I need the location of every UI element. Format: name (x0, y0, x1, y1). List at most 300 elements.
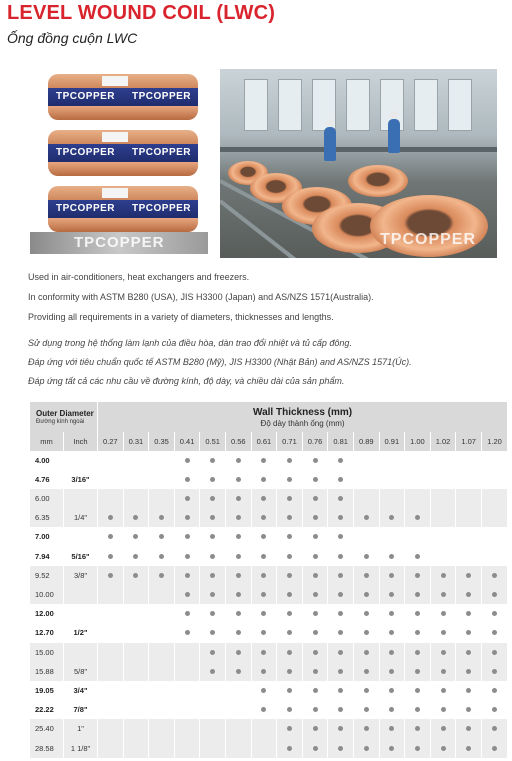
availability-cell (200, 470, 226, 489)
availability-dot-icon (236, 669, 241, 674)
diameter-mm-cell: 7.94 (30, 547, 64, 566)
availability-cell (481, 719, 507, 738)
availability-dot-icon (415, 746, 420, 751)
availability-cell (302, 527, 328, 546)
availability-dot-icon (287, 726, 292, 731)
availability-dot-icon (466, 669, 471, 674)
availability-dot-icon (287, 707, 292, 712)
table-row (30, 489, 508, 508)
availability-cell (353, 508, 379, 527)
availability-cell (405, 566, 431, 585)
availability-dot-icon (492, 650, 497, 655)
availability-dot-icon (389, 746, 394, 751)
availability-cell (456, 566, 482, 585)
thickness-header-cell: 0.27 (98, 432, 124, 450)
diameter-mm-cell: 15.00 (30, 643, 64, 662)
availability-dot-icon (389, 650, 394, 655)
availability-cell (123, 739, 149, 758)
availability-dot-icon (313, 746, 318, 751)
availability-cell (200, 604, 226, 623)
availability-dot-icon (159, 534, 164, 539)
availability-dot-icon (415, 688, 420, 693)
availability-cell (225, 604, 251, 623)
availability-cell (405, 700, 431, 719)
spool-brand-right: TPCOPPER (132, 91, 192, 102)
availability-cell (379, 451, 405, 470)
availability-cell (251, 508, 277, 527)
availability-cell (481, 489, 507, 508)
availability-cell (149, 585, 175, 604)
availability-cell (379, 604, 405, 623)
diameter-mm-cell: 6.35 (30, 508, 64, 527)
availability-cell (353, 470, 379, 489)
thickness-header-cell: 0.56 (225, 432, 251, 450)
availability-dot-icon (313, 688, 318, 693)
thickness-header-cell: 0.76 (302, 432, 328, 450)
availability-dot-icon (313, 573, 318, 578)
availability-cell (251, 700, 277, 719)
availability-cell (149, 719, 175, 738)
factory-window (448, 79, 472, 131)
availability-cell (277, 527, 303, 546)
availability-dot-icon (133, 515, 138, 520)
availability-dot-icon (415, 726, 420, 731)
availability-dot-icon (466, 592, 471, 597)
availability-cell (328, 700, 354, 719)
factory-worker (324, 127, 336, 161)
availability-cell (225, 585, 251, 604)
spool-band (48, 144, 198, 162)
table-row (30, 508, 508, 527)
availability-dot-icon (389, 611, 394, 616)
availability-dot-icon (313, 477, 318, 482)
availability-cell (174, 623, 200, 642)
availability-cell (302, 739, 328, 758)
availability-dot-icon (338, 630, 343, 635)
availability-dot-icon (492, 726, 497, 731)
availability-cell (456, 489, 482, 508)
availability-cell (302, 489, 328, 508)
availability-cell (123, 604, 149, 623)
availability-dot-icon (236, 611, 241, 616)
availability-dot-icon (287, 669, 292, 674)
availability-dot-icon (287, 650, 292, 655)
availability-dot-icon (415, 650, 420, 655)
availability-cell (225, 547, 251, 566)
availability-cell (174, 489, 200, 508)
availability-cell (277, 508, 303, 527)
diameter-inch-cell: 1" (64, 719, 98, 738)
availability-cell (379, 547, 405, 566)
availability-dot-icon (441, 592, 446, 597)
availability-cell (328, 604, 354, 623)
availability-dot-icon (441, 726, 446, 731)
availability-dot-icon (159, 573, 164, 578)
availability-dot-icon (210, 477, 215, 482)
availability-dot-icon (236, 515, 241, 520)
availability-cell (430, 585, 456, 604)
availability-dot-icon (492, 573, 497, 578)
availability-cell (456, 643, 482, 662)
factory-photo (220, 69, 497, 258)
availability-cell (225, 662, 251, 681)
availability-dot-icon (159, 554, 164, 559)
availability-dot-icon (313, 534, 318, 539)
availability-cell (251, 643, 277, 662)
factory-window (414, 79, 438, 131)
availability-dot-icon (364, 554, 369, 559)
availability-cell (353, 700, 379, 719)
availability-cell (251, 662, 277, 681)
availability-dot-icon (313, 496, 318, 501)
availability-cell (200, 700, 226, 719)
diameter-mm-cell: 25.40 (30, 719, 64, 738)
availability-dot-icon (236, 592, 241, 597)
availability-cell (328, 489, 354, 508)
availability-cell (200, 451, 226, 470)
diameter-inch-cell: 1/4" (64, 508, 98, 527)
availability-dot-icon (415, 630, 420, 635)
availability-dot-icon (492, 707, 497, 712)
availability-cell (149, 681, 175, 700)
availability-cell (277, 623, 303, 642)
availability-cell (456, 585, 482, 604)
availability-dot-icon (492, 746, 497, 751)
availability-cell (123, 489, 149, 508)
availability-cell (430, 643, 456, 662)
availability-cell (174, 470, 200, 489)
availability-cell (200, 643, 226, 662)
availability-cell (98, 700, 124, 719)
availability-cell (174, 566, 200, 585)
availability-cell (481, 585, 507, 604)
availability-dot-icon (364, 630, 369, 635)
availability-cell (430, 700, 456, 719)
availability-cell (98, 566, 124, 585)
table-header-row (30, 402, 508, 432)
availability-cell (149, 547, 175, 566)
availability-dot-icon (389, 573, 394, 578)
availability-cell (98, 508, 124, 527)
availability-cell (225, 508, 251, 527)
availability-dot-icon (313, 630, 318, 635)
factory-window (278, 79, 302, 131)
table-row (30, 547, 508, 566)
availability-cell (98, 623, 124, 642)
diameter-mm-cell: 12.00 (30, 604, 64, 623)
thickness-header-cell: 0.71 (277, 432, 303, 450)
availability-cell (251, 623, 277, 642)
wall-thickness-header-vi: Độ dày thành ống (mm) (260, 418, 345, 428)
diameter-inch-cell (64, 489, 98, 508)
availability-dot-icon (261, 458, 266, 463)
availability-cell (123, 719, 149, 738)
availability-cell (481, 451, 507, 470)
availability-dot-icon (441, 688, 446, 693)
availability-dot-icon (441, 611, 446, 616)
availability-dot-icon (389, 592, 394, 597)
availability-dot-icon (133, 554, 138, 559)
availability-dot-icon (415, 554, 420, 559)
availability-cell (277, 662, 303, 681)
photo1-watermark: TPCOPPER (74, 234, 165, 251)
availability-dot-icon (441, 707, 446, 712)
availability-cell (225, 739, 251, 758)
availability-cell (123, 623, 149, 642)
table-row (30, 623, 508, 642)
availability-cell (328, 547, 354, 566)
availability-dot-icon (415, 611, 420, 616)
availability-cell (149, 643, 175, 662)
availability-dot-icon (313, 554, 318, 559)
availability-cell (456, 547, 482, 566)
availability-dot-icon (185, 630, 190, 635)
availability-cell (379, 527, 405, 546)
availability-dot-icon (313, 458, 318, 463)
table-row (30, 739, 508, 758)
availability-dot-icon (313, 650, 318, 655)
availability-dot-icon (466, 630, 471, 635)
spool-band (48, 88, 198, 106)
diameter-inch-cell: 1 1/8" (64, 739, 98, 758)
availability-cell (328, 739, 354, 758)
availability-cell (405, 719, 431, 738)
availability-dot-icon (466, 746, 471, 751)
description-vi-line: Đáp ứng với tiêu chuẩn quốc tế ASTM B280 (Mỹ), JIS H3300 (Nhật Bản) and AS/NZS 1571(Úc). (28, 357, 412, 367)
availability-cell (481, 527, 507, 546)
availability-dot-icon (364, 611, 369, 616)
availability-dot-icon (236, 534, 241, 539)
availability-cell (225, 566, 251, 585)
availability-cell (353, 451, 379, 470)
table-row (30, 451, 508, 470)
availability-cell (123, 451, 149, 470)
availability-dot-icon (287, 477, 292, 482)
availability-dot-icon (313, 592, 318, 597)
availability-dot-icon (210, 534, 215, 539)
availability-dot-icon (415, 669, 420, 674)
availability-cell (251, 527, 277, 546)
availability-dot-icon (261, 477, 266, 482)
spool-label (102, 188, 128, 198)
availability-cell (200, 547, 226, 566)
availability-dot-icon (313, 726, 318, 731)
availability-cell (328, 623, 354, 642)
table-row (30, 719, 508, 738)
diameter-mm-cell: 4.00 (30, 451, 64, 470)
availability-cell (200, 739, 226, 758)
availability-dot-icon (236, 496, 241, 501)
diameter-inch-cell: 7/8" (64, 700, 98, 719)
availability-dot-icon (236, 458, 241, 463)
table-row (30, 681, 508, 700)
thickness-header-cell: 1.02 (430, 432, 456, 450)
availability-cell (225, 470, 251, 489)
availability-cell (200, 585, 226, 604)
availability-cell (302, 623, 328, 642)
availability-dot-icon (441, 573, 446, 578)
availability-dot-icon (210, 650, 215, 655)
availability-cell (149, 739, 175, 758)
diameter-mm-cell: 7.00 (30, 527, 64, 546)
availability-cell (98, 489, 124, 508)
availability-cell (174, 527, 200, 546)
availability-cell (149, 470, 175, 489)
factory-window (244, 79, 268, 131)
thickness-header-cell: 0.35 (149, 432, 175, 450)
availability-dot-icon (415, 573, 420, 578)
availability-dot-icon (108, 573, 113, 578)
availability-dot-icon (287, 746, 292, 751)
availability-cell (405, 681, 431, 700)
availability-cell (456, 508, 482, 527)
availability-cell (123, 566, 149, 585)
availability-cell (251, 547, 277, 566)
table-row (30, 585, 508, 604)
coil-spool (48, 74, 198, 120)
availability-dot-icon (364, 726, 369, 731)
availability-cell (405, 643, 431, 662)
availability-dot-icon (261, 611, 266, 616)
availability-cell (456, 662, 482, 681)
availability-cell (405, 585, 431, 604)
availability-dot-icon (261, 688, 266, 693)
spool-brand-right: TPCOPPER (132, 147, 192, 158)
availability-cell (302, 604, 328, 623)
availability-cell (379, 719, 405, 738)
availability-dot-icon (210, 515, 215, 520)
availability-dot-icon (338, 534, 343, 539)
availability-cell (328, 451, 354, 470)
availability-cell (328, 681, 354, 700)
availability-cell (430, 547, 456, 566)
availability-dot-icon (185, 592, 190, 597)
availability-cell (328, 470, 354, 489)
availability-dot-icon (159, 515, 164, 520)
availability-cell (200, 719, 226, 738)
availability-dot-icon (364, 688, 369, 693)
availability-dot-icon (466, 726, 471, 731)
availability-cell (456, 681, 482, 700)
availability-dot-icon (210, 458, 215, 463)
availability-dot-icon (415, 707, 420, 712)
diameter-mm-cell: 10.00 (30, 585, 64, 604)
availability-cell (481, 547, 507, 566)
availability-dot-icon (466, 573, 471, 578)
wall-thickness-table (29, 402, 507, 758)
availability-cell (123, 700, 149, 719)
spool-brand-left: TPCOPPER (56, 203, 116, 214)
availability-cell (481, 470, 507, 489)
availability-cell (328, 566, 354, 585)
availability-cell (277, 470, 303, 489)
availability-cell (149, 508, 175, 527)
availability-cell (277, 547, 303, 566)
availability-dot-icon (415, 592, 420, 597)
table-row (30, 604, 508, 623)
availability-cell (405, 604, 431, 623)
table-row (30, 662, 508, 681)
availability-dot-icon (287, 554, 292, 559)
availability-dot-icon (389, 726, 394, 731)
availability-dot-icon (185, 554, 190, 559)
table-row (30, 566, 508, 585)
inch-column-header: Inch (64, 432, 98, 450)
thickness-header-cell: 0.91 (379, 432, 405, 450)
availability-cell (405, 470, 431, 489)
availability-dot-icon (441, 669, 446, 674)
availability-dot-icon (338, 669, 343, 674)
availability-cell (405, 662, 431, 681)
availability-cell (123, 585, 149, 604)
availability-cell (251, 719, 277, 738)
diameter-inch-cell: 3/4" (64, 681, 98, 700)
availability-dot-icon (185, 611, 190, 616)
table-row (30, 643, 508, 662)
availability-cell (379, 739, 405, 758)
availability-dot-icon (236, 630, 241, 635)
availability-dot-icon (185, 458, 190, 463)
availability-dot-icon (185, 573, 190, 578)
diameter-inch-cell (64, 451, 98, 470)
availability-dot-icon (338, 458, 343, 463)
page-title: LEVEL WOUND COIL (LWC) (7, 2, 276, 24)
availability-cell (456, 739, 482, 758)
availability-cell (149, 451, 175, 470)
availability-cell (251, 681, 277, 700)
availability-dot-icon (338, 554, 343, 559)
availability-dot-icon (236, 554, 241, 559)
photo2-watermark: TPCOPPER (380, 231, 477, 248)
availability-dot-icon (338, 688, 343, 693)
availability-cell (277, 643, 303, 662)
table-row (30, 700, 508, 719)
availability-dot-icon (364, 515, 369, 520)
availability-cell (430, 508, 456, 527)
availability-dot-icon (210, 496, 215, 501)
availability-cell (430, 604, 456, 623)
thickness-header-row (30, 432, 508, 450)
availability-dot-icon (338, 477, 343, 482)
availability-cell (174, 719, 200, 738)
availability-cell (353, 643, 379, 662)
availability-dot-icon (210, 592, 215, 597)
availability-dot-icon (287, 458, 292, 463)
diameter-mm-cell: 28.58 (30, 739, 64, 758)
thickness-header-cell: 0.51 (200, 432, 226, 450)
availability-dot-icon (287, 534, 292, 539)
coil-spool (48, 130, 198, 176)
availability-cell (200, 566, 226, 585)
thickness-header-cell: 0.41 (174, 432, 200, 450)
availability-dot-icon (261, 554, 266, 559)
description-en-line: Providing all requirements in a variety of diameters, thicknesses and lengths. (28, 312, 334, 322)
availability-cell (277, 489, 303, 508)
availability-dot-icon (338, 592, 343, 597)
availability-cell (353, 623, 379, 642)
availability-cell (174, 604, 200, 623)
coil-spool (48, 186, 198, 232)
availability-dot-icon (313, 611, 318, 616)
availability-dot-icon (492, 630, 497, 635)
availability-dot-icon (261, 534, 266, 539)
outer-diameter-header-vi: Đường kính ngoài (36, 419, 85, 426)
diameter-mm-cell: 15.88 (30, 662, 64, 681)
availability-dot-icon (185, 496, 190, 501)
availability-cell (98, 470, 124, 489)
availability-cell (430, 681, 456, 700)
availability-dot-icon (287, 592, 292, 597)
